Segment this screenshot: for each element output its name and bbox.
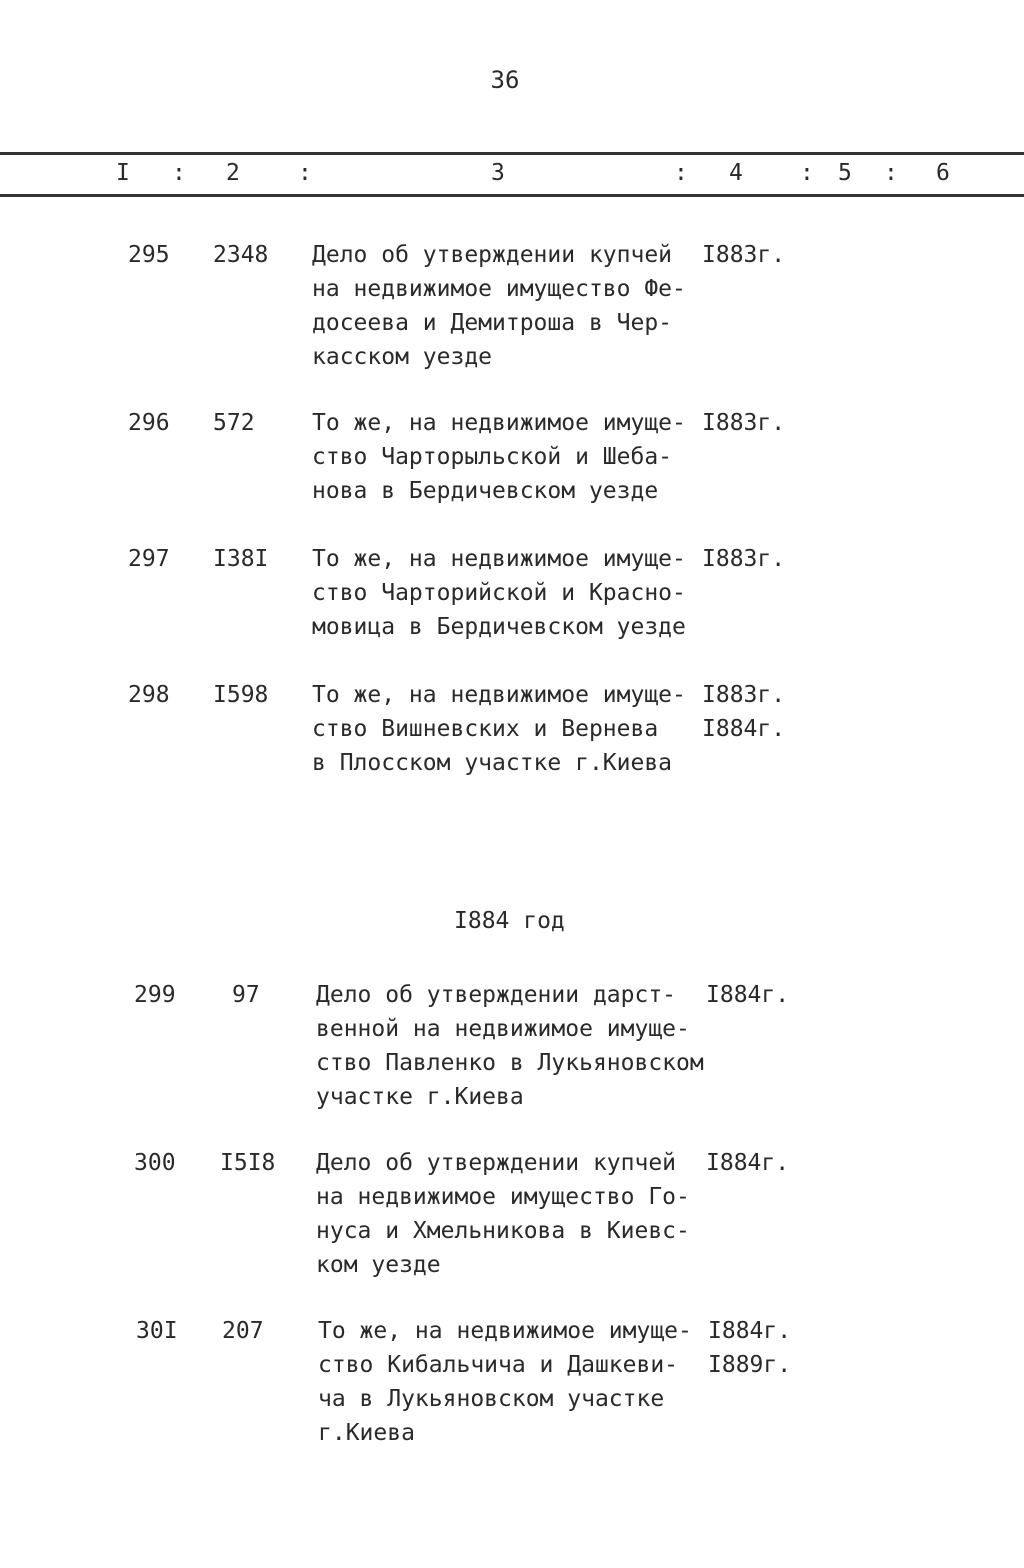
date-line: I883г. [702, 682, 786, 708]
header-col-1: I [116, 160, 130, 186]
entry-description [316, 978, 704, 1114]
file-number: 572 [213, 410, 255, 436]
description-line: касском уезде [312, 344, 493, 370]
entry-description [312, 542, 686, 644]
description-line: То же, на недвижимое имуще- [312, 682, 686, 708]
entry-number: 300 [134, 1150, 176, 1176]
description-line: участке г.Киева [316, 1084, 524, 1110]
date-line: I884г. [702, 716, 786, 742]
description-line: досеева и Демитроша в Чер- [312, 310, 673, 336]
entry-number: 297 [128, 546, 170, 572]
header-col-4: 4 [729, 160, 743, 186]
header-top-rule [0, 152, 1024, 155]
header-separator: : [298, 160, 312, 186]
entry-number: 298 [128, 682, 170, 708]
entry-number: 299 [134, 982, 176, 1008]
description-line: венной на недвижимое имуще- [316, 1016, 690, 1042]
entry-description [312, 678, 686, 780]
date-line: I883г. [702, 546, 786, 572]
description-line: на недвижимое имущество Фе- [312, 276, 686, 302]
entry-dates [702, 238, 785, 272]
entry-dates [708, 1314, 791, 1382]
date-line: I889г. [708, 1352, 792, 1378]
date-line: I884г. [706, 1150, 790, 1176]
file-number: I5I8 [220, 1150, 276, 1176]
header-bottom-rule [0, 194, 1024, 197]
entry-number: 295 [128, 242, 170, 268]
description-line: нуса и Хмельникова в Киевс- [316, 1218, 690, 1244]
description-line: мовица в Бердичевском уезде [312, 614, 686, 640]
description-line: ство Чарторыльской и Шеба- [312, 444, 673, 470]
entry-dates [706, 1146, 789, 1180]
date-line: I883г. [702, 410, 786, 436]
file-number: 97 [232, 982, 260, 1008]
section-title-1884: I884 год [454, 908, 565, 934]
date-line: I884г. [706, 982, 790, 1008]
header-separator: : [674, 160, 688, 186]
description-line: Дело об утверждении купчей [312, 242, 673, 268]
entry-dates [702, 542, 785, 576]
header-col-2: 2 [226, 160, 240, 186]
date-line: I884г. [708, 1318, 792, 1344]
header-col-3: 3 [491, 160, 505, 186]
header-separator: : [884, 160, 898, 186]
description-line: нова в Бердичевском уезде [312, 478, 659, 504]
file-number: I38I [213, 546, 269, 572]
page-number: 36 [490, 66, 520, 94]
description-line: в Плосском участке г.Киева [312, 750, 673, 776]
entry-number: 30I [136, 1318, 178, 1344]
description-line: ча в Лукьяновском участке [318, 1386, 665, 1412]
description-line: на недвижимое имущество Го- [316, 1184, 690, 1210]
entry-dates [706, 978, 789, 1012]
file-number: I598 [213, 682, 269, 708]
description-line: г.Киева [318, 1420, 415, 1446]
entry-description [318, 1314, 692, 1450]
header-separator: : [800, 160, 814, 186]
description-line: ство Кибальчича и Дашкеви- [318, 1352, 679, 1378]
entry-dates [702, 406, 785, 440]
description-line: То же, на недвижимое имуще- [318, 1318, 692, 1344]
header-col-5: 5 [838, 160, 852, 186]
description-line: То же, на недвижимое имуще- [312, 546, 686, 572]
description-line: ство Чарторийской и Красно- [312, 580, 686, 606]
description-line: То же, на недвижимое имуще- [312, 410, 686, 436]
description-line: Дело об утверждении дарст- [316, 982, 677, 1008]
entry-number: 296 [128, 410, 170, 436]
file-number: 2348 [213, 242, 269, 268]
entry-dates [702, 678, 785, 746]
description-line: ство Павленко в Лукьяновском [316, 1050, 704, 1076]
header-col-6: 6 [936, 160, 950, 186]
description-line: Дело об утверждении купчей [316, 1150, 677, 1176]
entry-description [316, 1146, 690, 1282]
header-separator: : [172, 160, 186, 186]
description-line: ство Вишневских и Вернева [312, 716, 659, 742]
entry-description [312, 238, 686, 374]
description-line: ком уезде [316, 1252, 441, 1278]
entry-description [312, 406, 686, 508]
date-line: I883г. [702, 242, 786, 268]
file-number: 207 [222, 1318, 264, 1344]
